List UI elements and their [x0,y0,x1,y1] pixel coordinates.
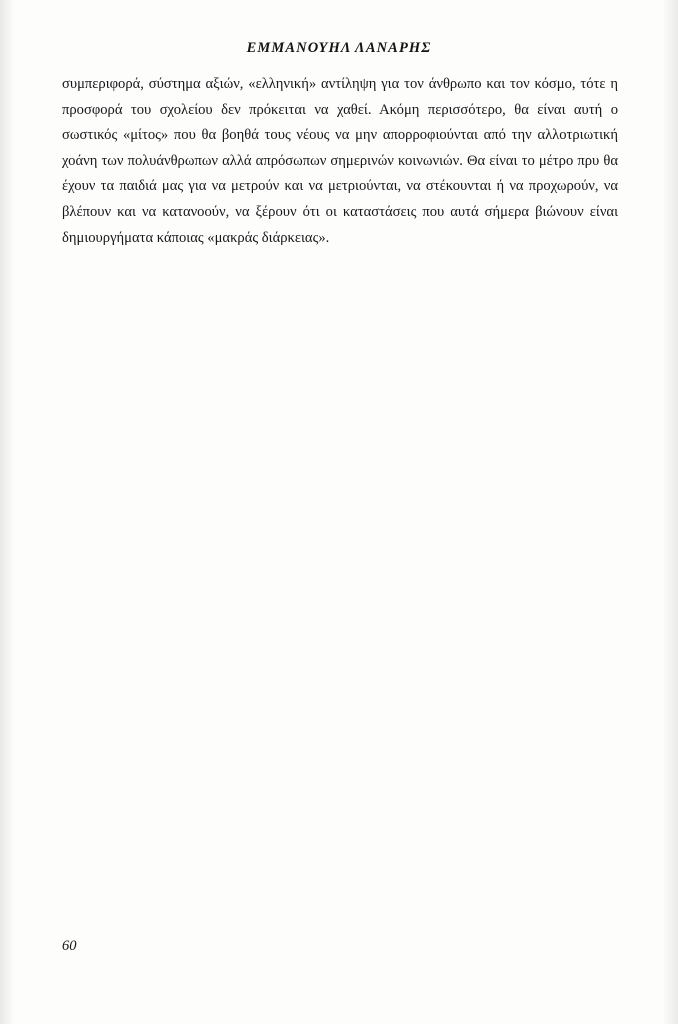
running-head: ΕΜΜΑΝΟΥΗΛ ΛΑΝΑΡΗΣ [246,40,432,56]
body-text-block [62,72,618,251]
body-paragraph: συμπεριφορά, σύστημα αξιών, «ελληνική» αντίληψη για τον άνθρωπο και τον κόσμο, τότε η προσφορά του σχολείου δεν πρόκειται να χαθεί. Ακόμη περισσότερο, θα είναι αυτή ο σωστικός «μίτος» που θα βοηθά τους νέους να μην απορροφιούνται από την αλλοτριωτική χοάνη των πολυάνθρωπων αλλά απρόσωπων σημερινών κοινωνιών. Θα είναι το μέτρο πρυ θα έχουν τα παιδιά μας για να μετρούν και να μετριούνται, να στέκουνται ή να προχωρούν, να βλέπουν και να κατανοούν, να ξέρουν ότι οι καταστάσεις που αυτά σήμερα βιώνουν είναι δημιουργήματα κάποιας «μακράς διάρκειας». [62,76,618,246]
page-number: 60 [62,938,77,954]
